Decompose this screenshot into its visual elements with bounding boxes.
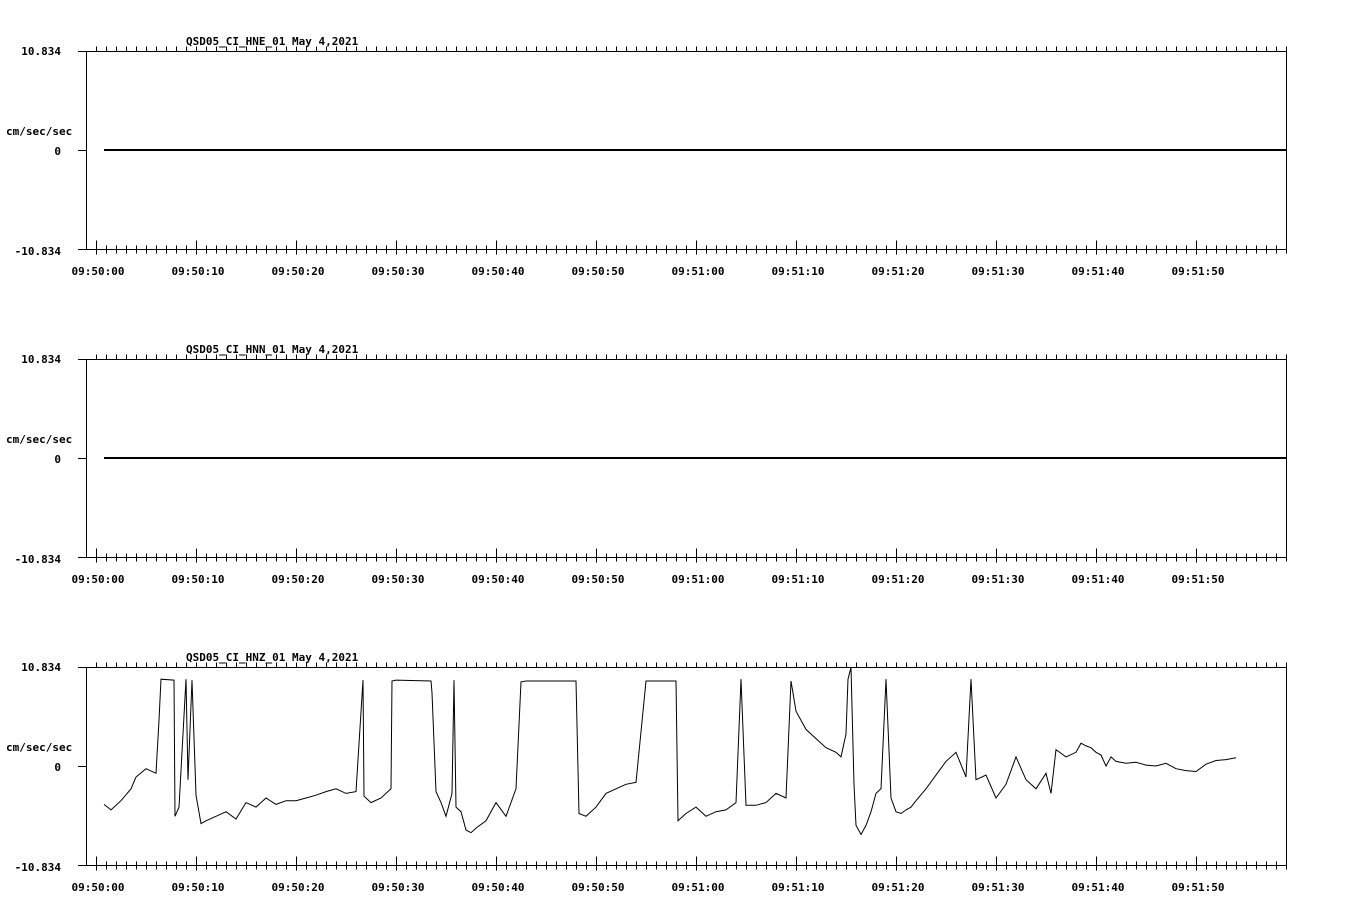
panel-hne-xtick-label: 09:50:10	[171, 265, 225, 278]
panel-hnn-xtick-label: 09:51:20	[871, 573, 925, 586]
panel-hnz-ytick-min: -10.834	[14, 861, 61, 874]
panel-hnz-xtick-label: 09:51:20	[871, 881, 925, 894]
panel-hnz-title: QSD05_CI_HNZ_01 May 4,2021	[186, 651, 359, 664]
panel-hnn-xtick-label: 09:50:20	[271, 573, 325, 586]
panel-hnz-ticks	[78, 663, 1287, 871]
panel-hnn-ytick-min: -10.834	[14, 553, 61, 566]
panel-hnn-ytick-zero: 0	[54, 453, 61, 466]
panel-hnz-xticklabels	[72, 881, 1225, 894]
panel-hnn-xtick-label: 09:50:40	[471, 573, 525, 586]
panel-hnn-xticklabels	[72, 573, 1225, 586]
panel-hnn-xtick-label: 09:50:10	[171, 573, 225, 586]
panel-hnn-xtick-label: 09:50:50	[571, 573, 625, 586]
panel-hne-xtick-label: 09:51:20	[871, 265, 925, 278]
panel-hnz-xtick-label: 09:51:00	[671, 881, 725, 894]
panel-hnn-xtick-label: 09:51:10	[771, 573, 825, 586]
panel-hne-xtick-label: 09:50:20	[271, 265, 325, 278]
panel-hnz-xtick-label: 09:50:40	[471, 881, 525, 894]
panel-hnn-ytick-max: 10.834	[21, 353, 61, 366]
panel-hne-xtick-label: 09:51:00	[671, 265, 725, 278]
panel-hne-xtick-label: 09:51:30	[971, 265, 1025, 278]
panel-hnn-ylabel: cm/sec/sec	[6, 433, 73, 446]
panel-hnn-xtick-label: 09:51:40	[1071, 573, 1125, 586]
panel-hnz-xtick-label: 09:51:10	[771, 881, 825, 894]
panel-hne-xticklabels	[72, 265, 1225, 278]
panel-hnz-xtick-label: 09:51:50	[1171, 881, 1225, 894]
panel-hnz-ytick-zero: 0	[54, 761, 61, 774]
panel-hne-xtick-label: 09:50:00	[71, 265, 125, 278]
panel-hnn-xtick-label: 09:50:00	[71, 573, 125, 586]
panel-hnz-trace	[104, 667, 1236, 834]
panel-hnz-frame	[87, 668, 1287, 866]
panel-hnn	[6, 343, 1287, 586]
panel-hnz-ytick-max: 10.834	[21, 661, 61, 674]
panel-hnz-xtick-label: 09:51:30	[971, 881, 1025, 894]
panel-hnz-xtick-label: 09:50:00	[71, 881, 125, 894]
panel-hnz-xtick-label: 09:51:40	[1071, 881, 1125, 894]
panel-hne-ytick-zero: 0	[54, 145, 61, 158]
panel-hne-xtick-label: 09:51:50	[1171, 265, 1225, 278]
panel-hne-xtick-label: 09:51:40	[1071, 265, 1125, 278]
panel-hnz	[6, 651, 1287, 894]
panel-hnz-xtick-label: 09:50:30	[371, 881, 425, 894]
panel-hne-ytick-max: 10.834	[21, 45, 61, 58]
panel-hnn-xtick-label: 09:51:30	[971, 573, 1025, 586]
panel-hne-ytick-min: -10.834	[14, 245, 61, 258]
panel-hnz-xtick-label: 09:50:50	[571, 881, 625, 894]
panel-hnn-xtick-label: 09:51:50	[1171, 573, 1225, 586]
panel-hnn-xtick-label: 09:50:30	[371, 573, 425, 586]
panel-hne-xtick-label: 09:51:10	[771, 265, 825, 278]
panel-hnn-xtick-label: 09:51:00	[671, 573, 725, 586]
panel-hnn-title: QSD05_CI_HNN_01 May 4,2021	[186, 343, 359, 356]
panel-hne-title: QSD05_CI_HNE_01 May 4,2021	[186, 35, 359, 48]
panel-hne-ylabel: cm/sec/sec	[6, 125, 73, 138]
panel-hne-xtick-label: 09:50:40	[471, 265, 525, 278]
panel-hnz-ylabel: cm/sec/sec	[6, 741, 73, 754]
panel-hne	[6, 35, 1287, 278]
panel-hne-xtick-label: 09:50:30	[371, 265, 425, 278]
panel-hnz-xtick-label: 09:50:10	[171, 881, 225, 894]
panel-hnz-xtick-label: 09:50:20	[271, 881, 325, 894]
panel-hne-xtick-label: 09:50:50	[571, 265, 625, 278]
